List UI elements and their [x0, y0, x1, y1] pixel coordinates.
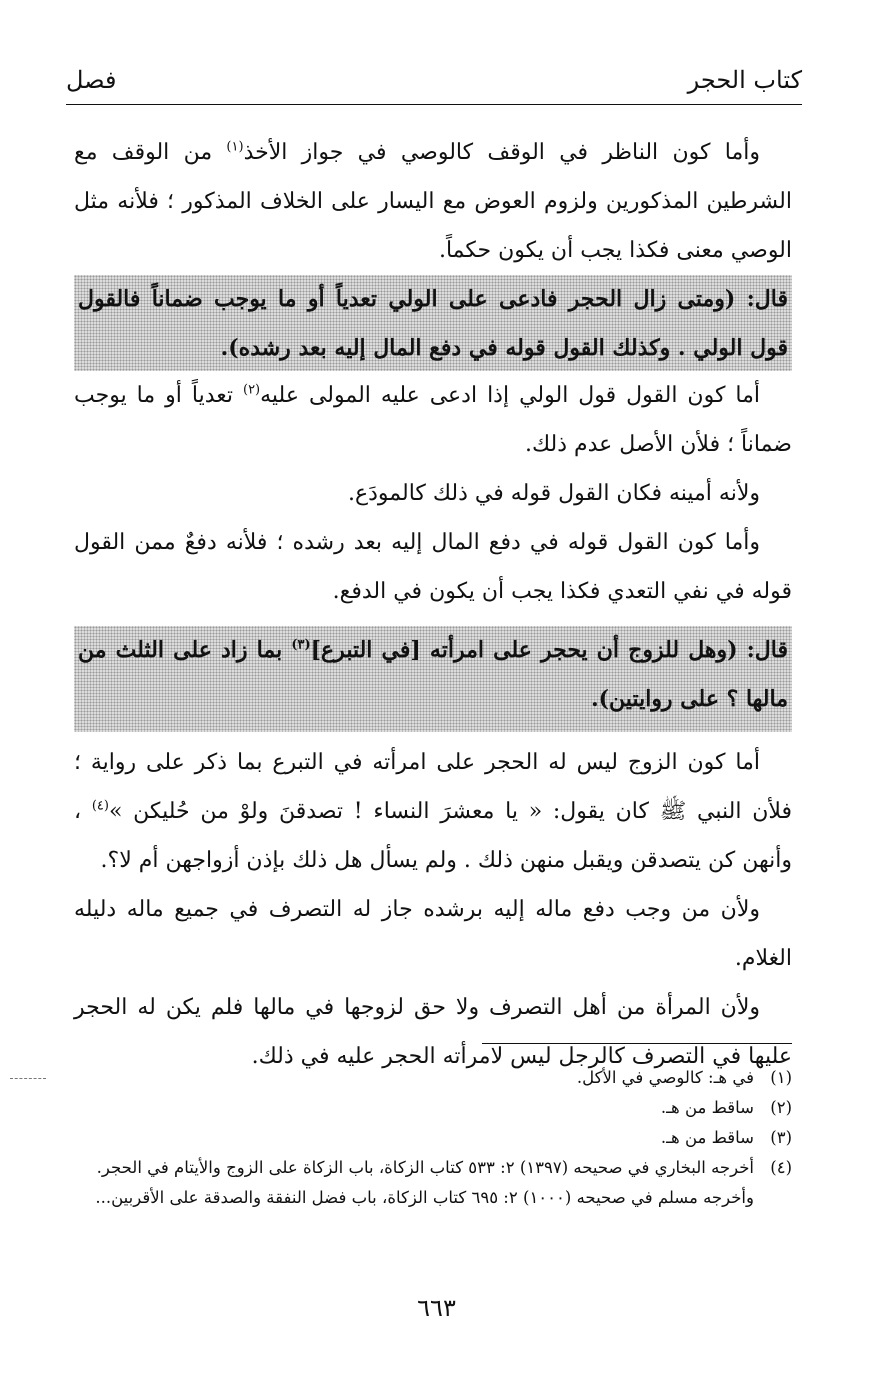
footnote-number: (٢): [770, 1098, 792, 1117]
quoted-text-block-1: قال: (ومتى زال الحجر فادعى على الولي تعدياً أو ما يوجب ضماناً فالقول قول الولي . وكذلك القول قوله في دفع المال إليه بعد رشده).: [74, 275, 792, 371]
footnote-continuation: [74, 1183, 792, 1213]
paragraph-2: [74, 371, 792, 469]
footnote-number: (٤): [770, 1158, 792, 1177]
quoted-text-2-b: بما زاد على الثلث من مالها ؟ على روايتين).: [78, 637, 788, 712]
paragraph-5-text-b: ، وأنهن كن يتصدقن ويقبل منهن ذلك . ولم يسأل هل ذلك بإذن أزواجهن أم لا؟.: [74, 799, 792, 873]
section-label: فصل: [66, 66, 117, 94]
paragraph-5-text-a: أما كون الزوج ليس له الحجر على امرأته في التبرع بما ذكر على رواية ؛ فلأن النبي ﷺ كان يقول: « يا معشرَ النساء ! تصدقنَ ولوْ من حُليكن »: [74, 750, 792, 824]
paragraph-2-text-b: تعدياً أو ما يوجب ضماناً ؛ فلأن الأصل عدم ذلك.: [74, 383, 792, 457]
paragraph-1-text-a: وأما كون الناظر في الوقف كالوصي في جواز الأخذ: [243, 140, 760, 165]
running-header: [66, 66, 802, 100]
footnote-text: ساقط من هـ.: [660, 1128, 754, 1147]
scan-mark: [10, 1078, 46, 1079]
paragraph-4: وأما كون القول قوله في دفع المال إليه بعد رشده ؛ فلأنه دفعٌ ممن القول قوله في نفي التعدي فكذا يجب أن يكون في الدفع.: [74, 530, 792, 604]
footnote-number: (٣): [770, 1128, 792, 1147]
paragraph-1: [74, 128, 792, 275]
paragraph-7: ولأن المرأة من أهل التصرف ولا حق لزوجها في مالها فلم يكن له الحجر عليها في التصرف كالرجل ليس لامرأته الحجر عليه في ذلك.: [74, 995, 792, 1069]
page-number: ٦٦٣: [417, 1294, 456, 1322]
book-title: كتاب الحجر: [687, 66, 802, 94]
footnote-ref-2: (٢): [242, 382, 261, 398]
footnote-text: في هـ: كالوصي في الأكل.: [576, 1068, 754, 1087]
paragraph-5: [74, 738, 792, 885]
footnote: [74, 1063, 792, 1093]
footnotes: [74, 1063, 792, 1213]
footnote: [74, 1093, 792, 1123]
footnote-ref-1: (١): [226, 139, 244, 155]
footnote: [74, 1153, 792, 1183]
header-rule: [66, 104, 802, 105]
footnote-number: (١): [770, 1068, 792, 1087]
footnote: [74, 1123, 792, 1153]
footnote-text: أخرجه البخاري في صحيحه (١٣٩٧) ٢: ٥٣٣ كتاب الزكاة، باب الزكاة على الزوج والأيتام في الحجر.: [96, 1158, 754, 1177]
footnote-text: وأخرجه مسلم في صحيحه (١٠٠٠) ٢: ٦٩٥ كتاب الزكاة، باب فضل النفقة والصدقة على الأقربين...: [95, 1188, 754, 1207]
paragraph-1-text-b: من الوقف مع الشرطين المذكورين ولزوم العوض مع اليسار على الخلاف المذكور ؛ فلأنه مثل الوصي معنى فكذا يجب أن يكون حكماً.: [74, 140, 792, 263]
paragraph-2-text-a: أما كون القول قول الولي إذا ادعى عليه المولى عليه: [260, 383, 761, 408]
main-text: [74, 128, 792, 1081]
paragraph-6: ولأن من وجب دفع ماله إليه برشده جاز له التصرف في جميع ماله دليله الغلام.: [74, 897, 792, 971]
footnote-rule: [482, 1043, 792, 1044]
footnote-text: ساقط من هـ.: [660, 1098, 754, 1117]
footnote-ref-3: (٣): [291, 637, 311, 653]
quoted-text-block-2: [74, 626, 792, 732]
paragraph-3: ولأنه أمينه فكان القول قوله في ذلك كالمودَع.: [348, 481, 760, 506]
quoted-text-2-a: قال: (وهل للزوج أن يحجر على امرأته [في التبرع]: [310, 637, 789, 663]
footnote-ref-4: (٤): [91, 798, 109, 814]
